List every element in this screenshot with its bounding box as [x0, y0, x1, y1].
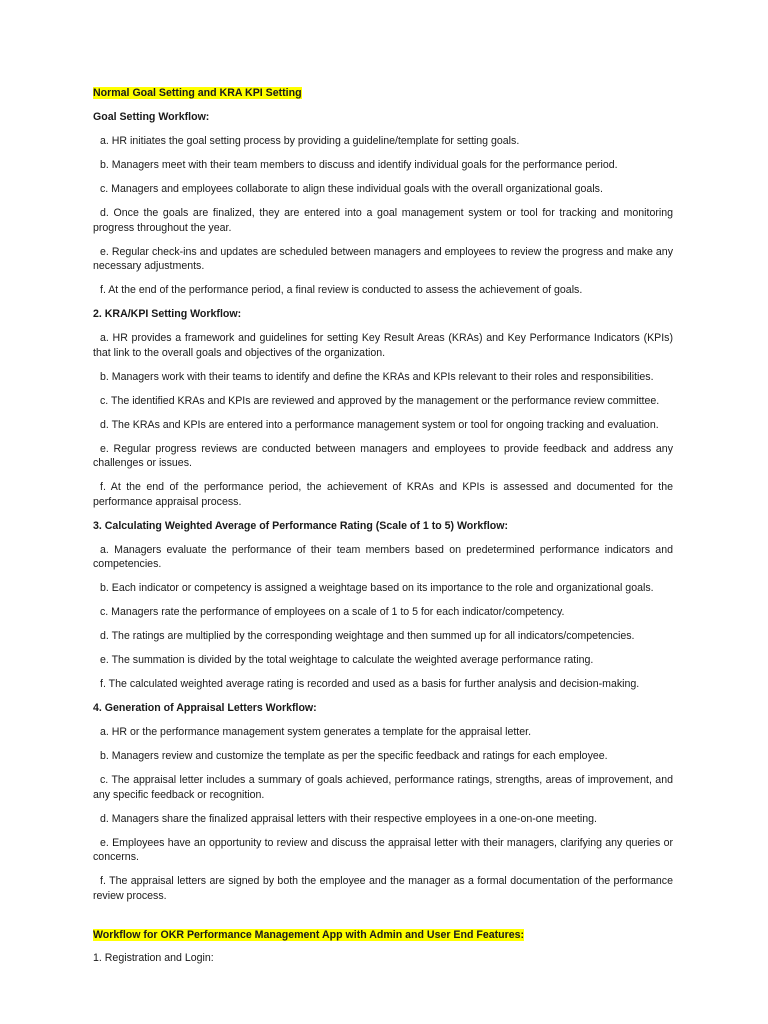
list-item: d. Managers share the finalized appraisal letters with their respective employees in a one-on-one meeting. [100, 812, 598, 825]
section-title [93, 928, 673, 943]
list-item: c. Managers and employees collaborate to align these individual goals with the overall organizational goals. [100, 182, 603, 195]
list-item: f. At the end of the performance period, the achievement of KRAs and KPIs is assessed and documented for the performance appraisal process. [93, 481, 673, 508]
list-item: 1. Registration and Login: [93, 952, 214, 965]
subsection-heading: 3. Calculating Weighted Average of Performance Rating (Scale of 1 to 5) Workflow: [93, 519, 508, 532]
list-item: a. HR initiates the goal setting process by providing a guideline/template for setting goals. [100, 134, 520, 147]
highlighted-title: Normal Goal Setting and KRA KPI Setting [93, 87, 302, 99]
list-item: c. The appraisal letter includes a summary of goals achieved, performance ratings, strengths, areas of improvement, and any specific feedback or recognition. [93, 774, 673, 801]
list-item: b. Managers meet with their team members to discuss and identify individual goals for the performance period. [100, 158, 618, 171]
list-item: b. Managers review and customize the template as per the specific feedback and ratings for each employee. [100, 750, 608, 763]
list-item: c. Managers rate the performance of employees on a scale of 1 to 5 for each indicator/competency. [100, 606, 565, 619]
document-content [93, 86, 673, 966]
section-title [93, 86, 673, 101]
subsection-heading: Goal Setting Workflow: [93, 110, 210, 123]
list-item: f. The calculated weighted average rating is recorded and used as a basis for further analysis and decision-making. [100, 678, 640, 691]
list-item: b. Managers work with their teams to identify and define the KRAs and KPIs relevant to their roles and responsibilities. [100, 370, 654, 383]
list-item: b. Each indicator or competency is assigned a weightage based on its importance to the role and organizational goals. [100, 582, 654, 595]
highlighted-title: Workflow for OKR Performance Management App with Admin and User End Features: [93, 928, 525, 941]
list-item: e. Regular check-ins and updates are scheduled between managers and employees to review the progress and make any necessary adjustments. [93, 245, 673, 273]
list-item: a. Managers evaluate the performance of their team members based on predetermined performance indicators and competencies. [93, 543, 673, 571]
subsection-heading: 2. KRA/KPI Setting Workflow: [93, 308, 242, 321]
list-item: f. At the end of the performance period, a final review is conducted to assess the achievement of goals. [100, 284, 583, 297]
list-item: f. The appraisal letters are signed by both the employee and the manager as a formal documentation of the performance review process. [93, 875, 673, 902]
list-item: a. HR or the performance management system generates a template for the appraisal letter. [100, 726, 532, 739]
list-item: c. The identified KRAs and KPIs are reviewed and approved by the management or the performance review committee. [100, 394, 660, 407]
list-item: d. The ratings are multiplied by the corresponding weightage and then summed up for all indicators/competencies. [100, 630, 635, 643]
list-item: e. Employees have an opportunity to review and discuss the appraisal letter with their managers, clarifying any queries or concerns. [93, 836, 673, 864]
list-item: e. The summation is divided by the total weightage to calculate the weighted average performance rating. [100, 654, 594, 667]
list-item: d. The KRAs and KPIs are entered into a performance management system or tool for ongoing tracking and evaluation. [100, 418, 659, 431]
list-item: d. Once the goals are finalized, they are entered into a goal management system or tool for tracking and monitoring progress throughout the year. [93, 206, 673, 234]
list-item: e. Regular progress reviews are conducted between managers and employees to provide feedback and address any challenges or issues. [93, 442, 673, 470]
subsection-heading: 4. Generation of Appraisal Letters Workflow: [93, 702, 317, 715]
list-item: a. HR provides a framework and guidelines for setting Key Result Areas (KRAs) and Key Performance Indicators (KPIs) that link to the overall goals and objectives of the organization. [93, 332, 673, 359]
